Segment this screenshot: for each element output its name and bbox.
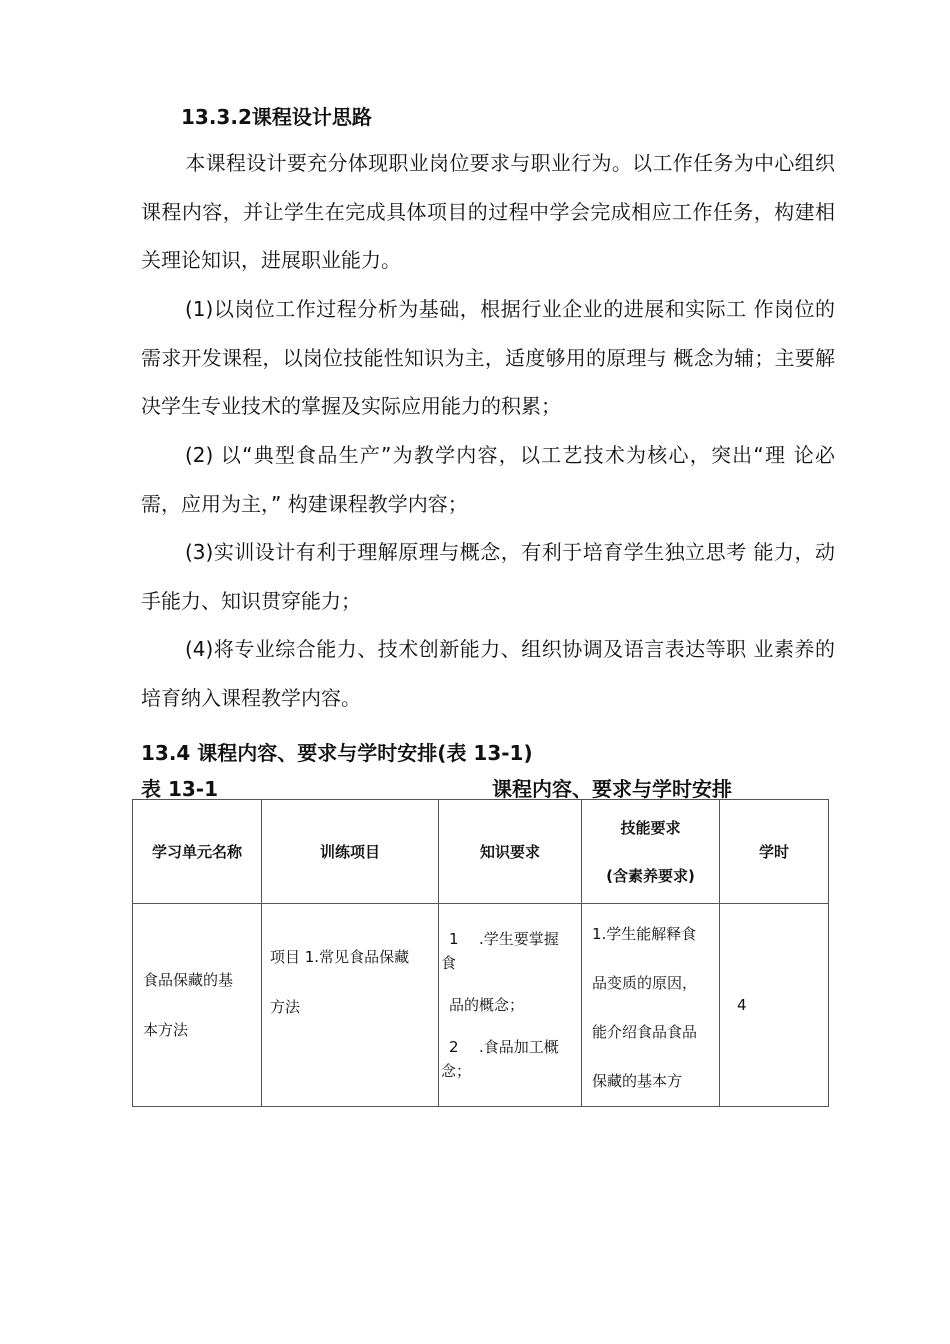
knowledge-item-1-text-a: .学生要掌握 [479,930,559,948]
knowledge-item-2-text-b: 念； [441,1062,472,1080]
cell-knowledge [439,904,582,1107]
knowledge-item-1-text-c: 品的概念； [449,996,525,1014]
header-skill-line1: 技能要求 [620,818,681,837]
cell-skill-line2: 品变质的原因， [592,974,698,992]
knowledge-item-1-number: 1 [449,930,459,948]
header-unit: 学习单元名称 [133,800,262,904]
table-caption-label: 表 13-1 [141,777,219,801]
paragraph-point-3-text: (3)实训设计有利于理解原理与概念，有利于培育学生独立思考 能力，动手能力、知识贯穿能力； [141,540,835,613]
cell-project-line1: 项目 1.常见食品保藏 [270,948,410,966]
paragraph-intro-text: 本课程设计要充分体现职业岗位要求与职业行为。以工作任务为中心组织课程内容，并让学生在完成具体项目的过程中学会完成相应工作任务，构建相关理论知识，进展职业能力。 [141,151,835,272]
knowledge-item-2-text-a: .食品加工概 [479,1038,559,1056]
header-skill-line2: (含素养要求) [606,866,695,885]
table-header-row [133,800,829,904]
header-project: 训练项目 [262,800,439,904]
paragraph-point-3 [141,528,835,625]
table-row [133,904,829,1107]
paragraph-point-1-text: (1)以岗位工作过程分析为基础，根据行业企业的进展和实际工 作岗位的需求开发课程，以岗位技能性知识为主，适度够用的原理与 概念为辅；主要解决学生专业技术的掌握及实际应用能力的积累； [141,297,835,418]
cell-project-line2: 方法 [270,998,301,1016]
knowledge-item-2-number: 2 [449,1038,459,1056]
cell-skill-line4: 保藏的基本方 [592,1072,683,1090]
paragraph-point-4 [141,625,835,722]
cell-project [262,904,439,1107]
cell-skill [582,904,720,1107]
paragraph-point-2-text: (2) 以“典型食品生产”为教学内容，以工艺技术为核心，突出“理 论必需，应用为主，” 构建课程教学内容； [141,443,835,516]
course-table [132,799,829,1107]
subsection-heading: 13.4 课程内容、要求与学时安排(表 13-1) [141,741,533,765]
cell-skill-line3: 能介绍食品食品 [592,1023,698,1041]
cell-hours: 4 [720,904,829,1107]
cell-unit-line1: 食品保藏的基 [143,971,234,989]
section-heading: 13.3.2课程设计思路 [181,105,372,129]
paragraph-point-1 [141,285,835,431]
cell-unit [133,904,262,1107]
knowledge-item-1-text-b: 食 [441,954,457,972]
cell-skill-line1: 1.学生能解释食 [592,925,697,943]
header-hours: 学时 [720,800,829,904]
table-caption-title: 课程内容、要求与学时安排 [492,777,732,801]
paragraph-point-2 [141,431,835,528]
cell-unit-line2: 本方法 [143,1021,189,1039]
header-skill [582,800,720,904]
paragraph-intro [141,139,835,285]
header-knowledge: 知识要求 [439,800,582,904]
paragraph-point-4-text: (4)将专业综合能力、技术创新能力、组织协调及语言表达等职 业素养的培育纳入课程教学内容。 [141,637,835,710]
